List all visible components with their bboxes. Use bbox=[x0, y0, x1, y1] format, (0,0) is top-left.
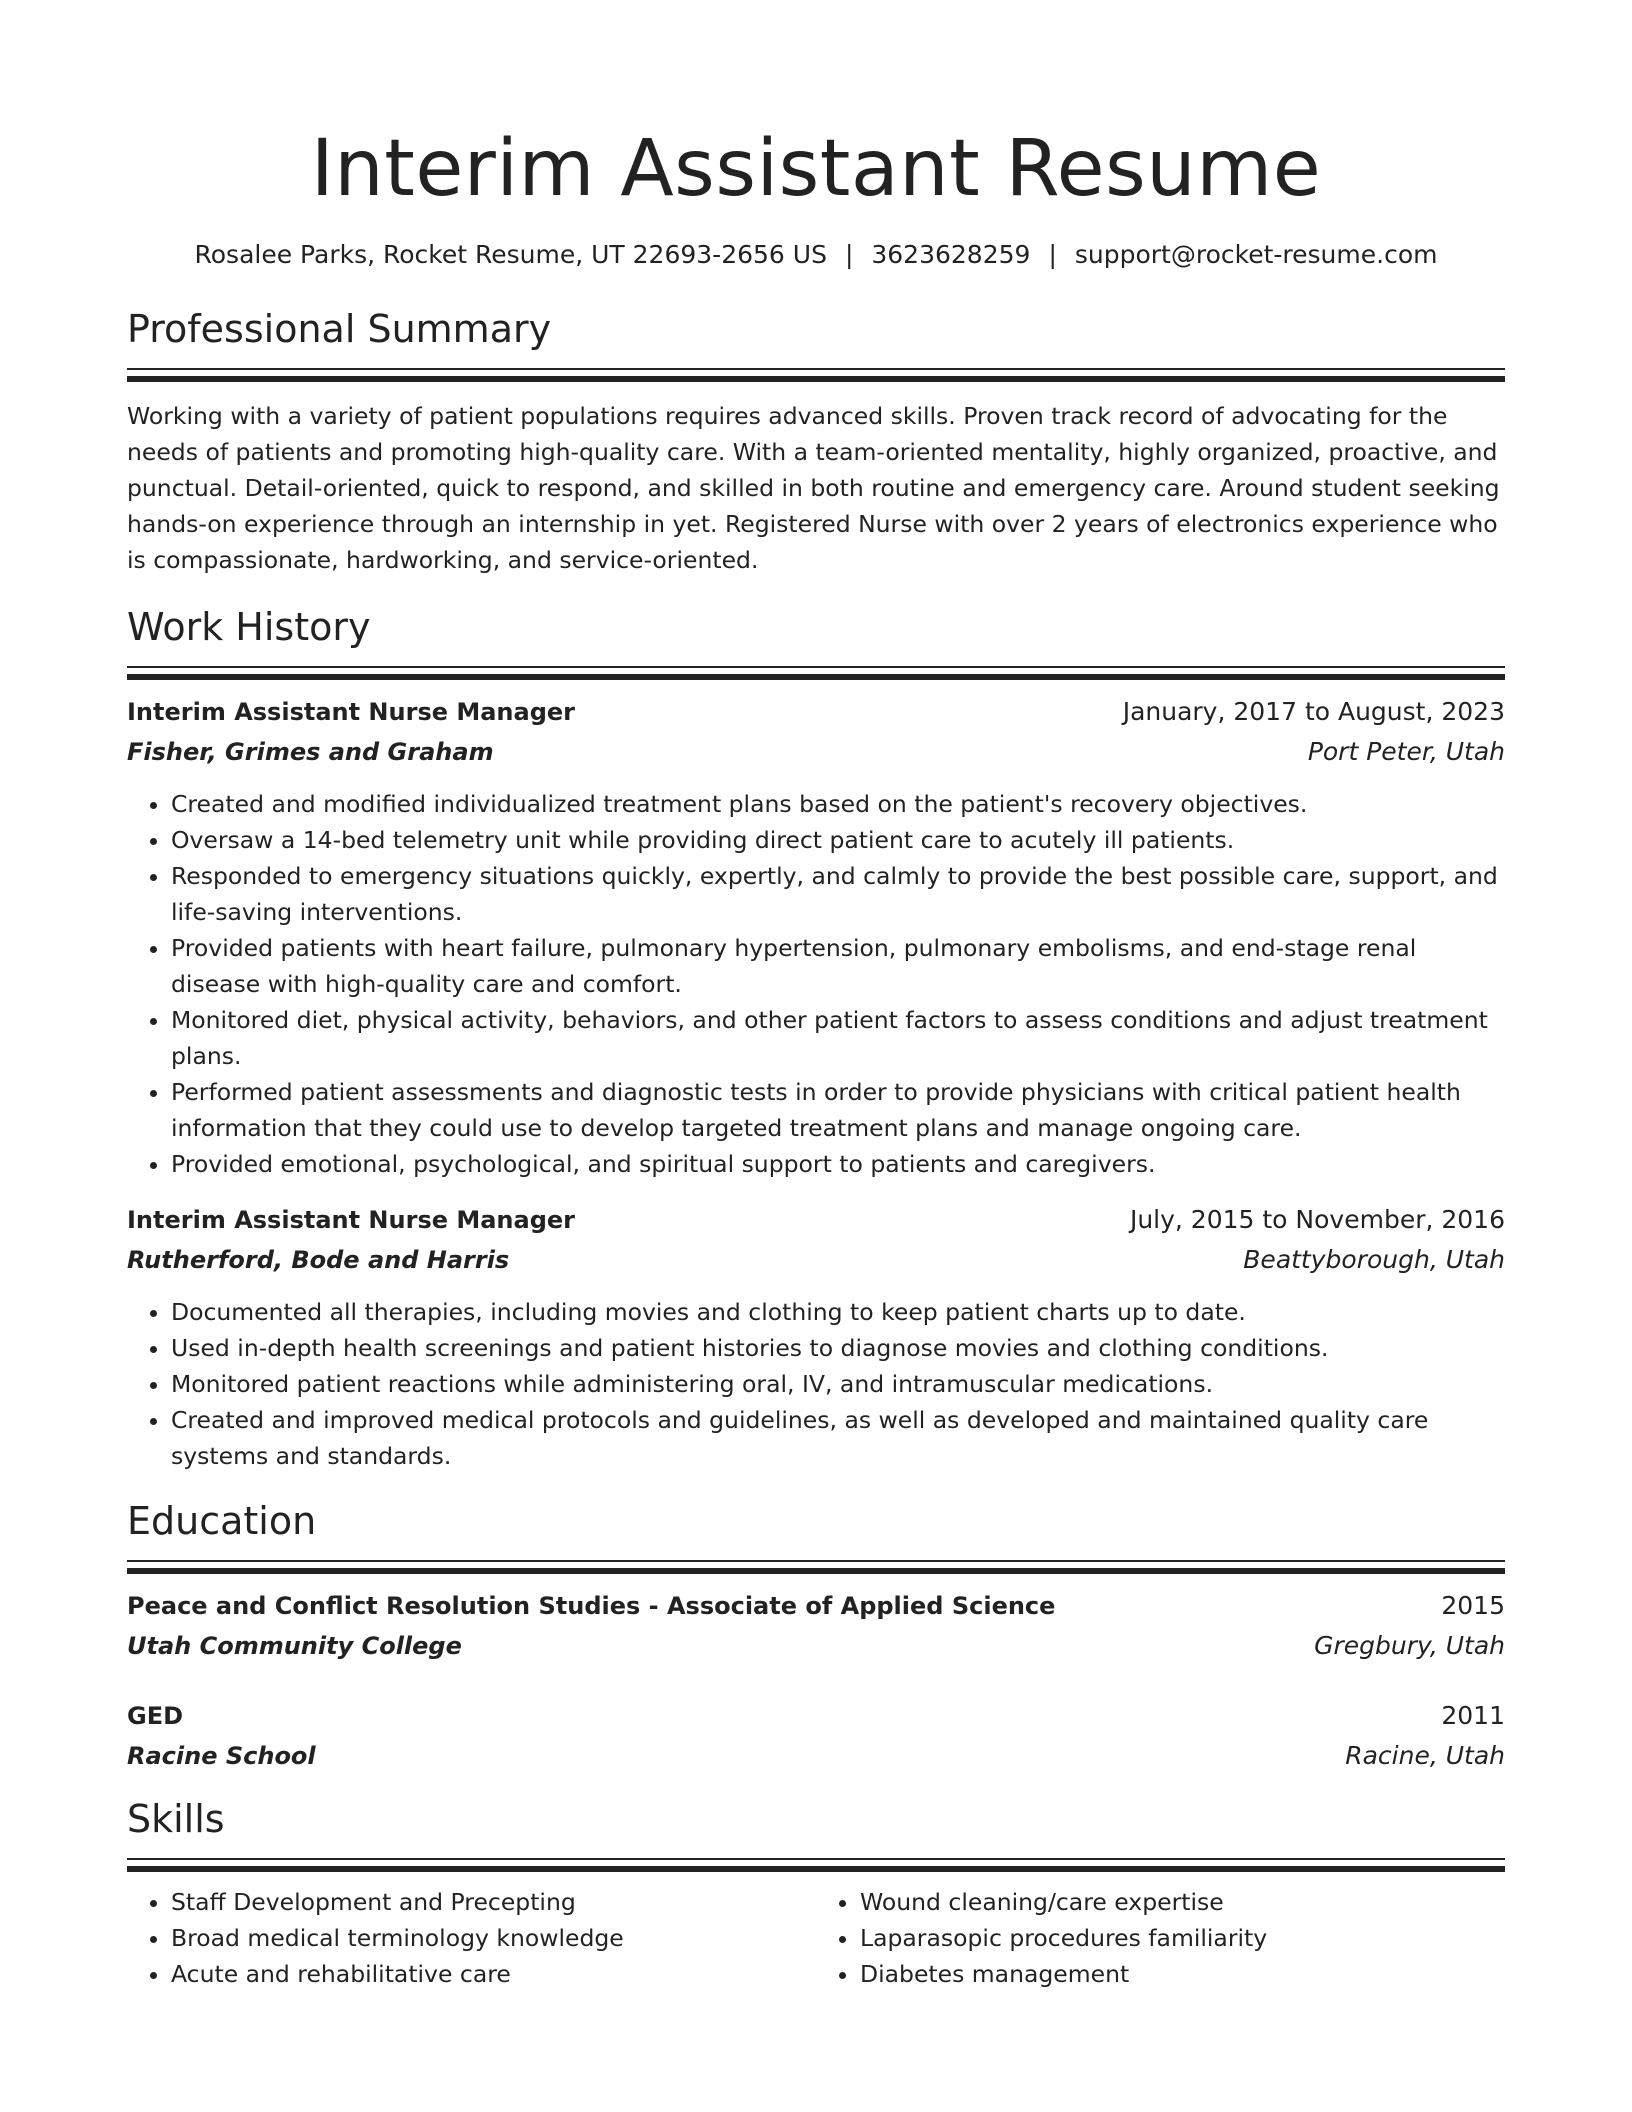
job-entry bbox=[127, 692, 1505, 1182]
skills-right-list bbox=[816, 1884, 1505, 1992]
education-school: Racine School bbox=[127, 1742, 316, 1770]
section-divider bbox=[127, 1858, 1505, 1872]
job-company-row bbox=[127, 732, 1505, 772]
education-entry bbox=[127, 1696, 1505, 1776]
skill-item: • Diabetes management bbox=[860, 1956, 1505, 1992]
education-location: Racine, Utah bbox=[1345, 1741, 1505, 1770]
resume-title: Interim Assistant Resume bbox=[310, 124, 1322, 214]
contact-phone: 3623628259 bbox=[871, 240, 1031, 269]
job-company-row bbox=[127, 1240, 1505, 1280]
education-location: Gregbury, Utah bbox=[1314, 1631, 1505, 1660]
skill-item: • Broad medical terminology knowledge bbox=[171, 1920, 816, 1956]
list-item: • Provided patients with heart failure, pulmonary hypertension, pulmonary embolisms, and end-stage renal disease with high-quality care and comfort. bbox=[171, 930, 1505, 1002]
job-title: Interim Assistant Nurse Manager bbox=[127, 1206, 576, 1234]
education-degree: GED bbox=[127, 1702, 184, 1730]
job-bullets bbox=[127, 1294, 1505, 1474]
job-location: Port Peter, Utah bbox=[1307, 737, 1505, 766]
job-location: Beattyborough, Utah bbox=[1243, 1245, 1505, 1274]
education-school-row bbox=[127, 1736, 1505, 1776]
education-school-row bbox=[127, 1626, 1505, 1666]
section-divider bbox=[127, 368, 1505, 382]
job-dates: July, 2015 to November, 2016 bbox=[1129, 1205, 1505, 1234]
job-header-row bbox=[127, 1200, 1505, 1240]
section-heading-summary: Professional Summary bbox=[127, 307, 552, 351]
skill-item: • Acute and rehabilitative care bbox=[171, 1956, 816, 1992]
skill-item: • Staff Development and Precepting bbox=[171, 1884, 816, 1920]
job-bullets bbox=[127, 786, 1505, 1182]
job-header-row bbox=[127, 692, 1505, 732]
education-header-row bbox=[127, 1586, 1505, 1626]
list-item: • Oversaw a 14-bed telemetry unit while providing direct patient care to acutely ill patients. bbox=[171, 822, 1505, 858]
list-item: • Responded to emergency situations quickly, expertly, and calmly to provide the best possible care, support, and life-saving interventions. bbox=[171, 858, 1505, 930]
section-divider bbox=[127, 666, 1505, 680]
education-entry bbox=[127, 1586, 1505, 1666]
list-item: • Used in-depth health screenings and patient histories to diagnose movies and clothing conditions. bbox=[171, 1330, 1505, 1366]
education-year: 2015 bbox=[1441, 1591, 1505, 1620]
contact-address: Rosalee Parks, Rocket Resume, UT 22693-2656 US bbox=[194, 240, 827, 269]
education-year: 2011 bbox=[1441, 1701, 1505, 1730]
skills-left-list bbox=[127, 1884, 816, 1992]
list-item: • Documented all therapies, including movies and clothing to keep patient charts up to date. bbox=[171, 1294, 1505, 1330]
contact-line bbox=[127, 238, 1505, 272]
contact-email: support@rocket-resume.com bbox=[1074, 240, 1438, 269]
section-divider bbox=[127, 1560, 1505, 1574]
education-degree: Peace and Conflict Resolution Studies - Associate of Applied Science bbox=[127, 1592, 1056, 1620]
section-heading-education: Education bbox=[127, 1499, 317, 1543]
skill-item: • Laparasopic procedures familiarity bbox=[860, 1920, 1505, 1956]
summary-text: Working with a variety of patient populations requires advanced skills. Proven track record of advocating for the needs of patients and promoting high-quality care. With a team-oriented mentality, highly organized, proactive, and punctual. Detail-oriented, quick to respond, and skilled in both routine and emergency care. Around student seeking hands-on experience through an internship in yet. Registered Nurse with over 2 years of electronics experience who is compassionate, hardworking, and service-oriented. bbox=[127, 402, 1500, 574]
list-item: • Performed patient assessments and diagnostic tests in order to provide physicians with critical patient health information that they could use to develop targeted treatment plans and manage ongoing care. bbox=[171, 1074, 1505, 1146]
job-company: Fisher, Grimes and Graham bbox=[127, 738, 494, 766]
contact-separator: | bbox=[844, 240, 854, 269]
work-history-section bbox=[127, 602, 1505, 1474]
job-entry bbox=[127, 1200, 1505, 1474]
section-heading-skills: Skills bbox=[127, 1797, 225, 1841]
skill-item: • Wound cleaning/care expertise bbox=[860, 1884, 1505, 1920]
skills-section bbox=[127, 1794, 1505, 1992]
job-company: Rutherford, Bode and Harris bbox=[127, 1246, 510, 1274]
list-item: • Created and modified individualized treatment plans based on the patient's recovery objectives. bbox=[171, 786, 1505, 822]
job-title: Interim Assistant Nurse Manager bbox=[127, 698, 576, 726]
summary-section bbox=[127, 304, 1505, 578]
job-dates: January, 2017 to August, 2023 bbox=[1122, 697, 1505, 726]
list-item: • Monitored diet, physical activity, behaviors, and other patient factors to assess conditions and adjust treatment plans. bbox=[171, 1002, 1505, 1074]
education-section bbox=[127, 1496, 1505, 1776]
education-header-row bbox=[127, 1696, 1505, 1736]
section-heading-work: Work History bbox=[127, 605, 371, 649]
education-school: Utah Community College bbox=[127, 1632, 462, 1660]
contact-separator: | bbox=[1048, 240, 1057, 269]
skills-columns bbox=[127, 1884, 1505, 1992]
list-item: • Monitored patient reactions while administering oral, IV, and intramuscular medications. bbox=[171, 1366, 1505, 1402]
list-item: • Created and improved medical protocols and guidelines, as well as developed and maintained quality care systems and standards. bbox=[171, 1402, 1505, 1474]
list-item: • Provided emotional, psychological, and spiritual support to patients and caregivers. bbox=[171, 1146, 1505, 1182]
